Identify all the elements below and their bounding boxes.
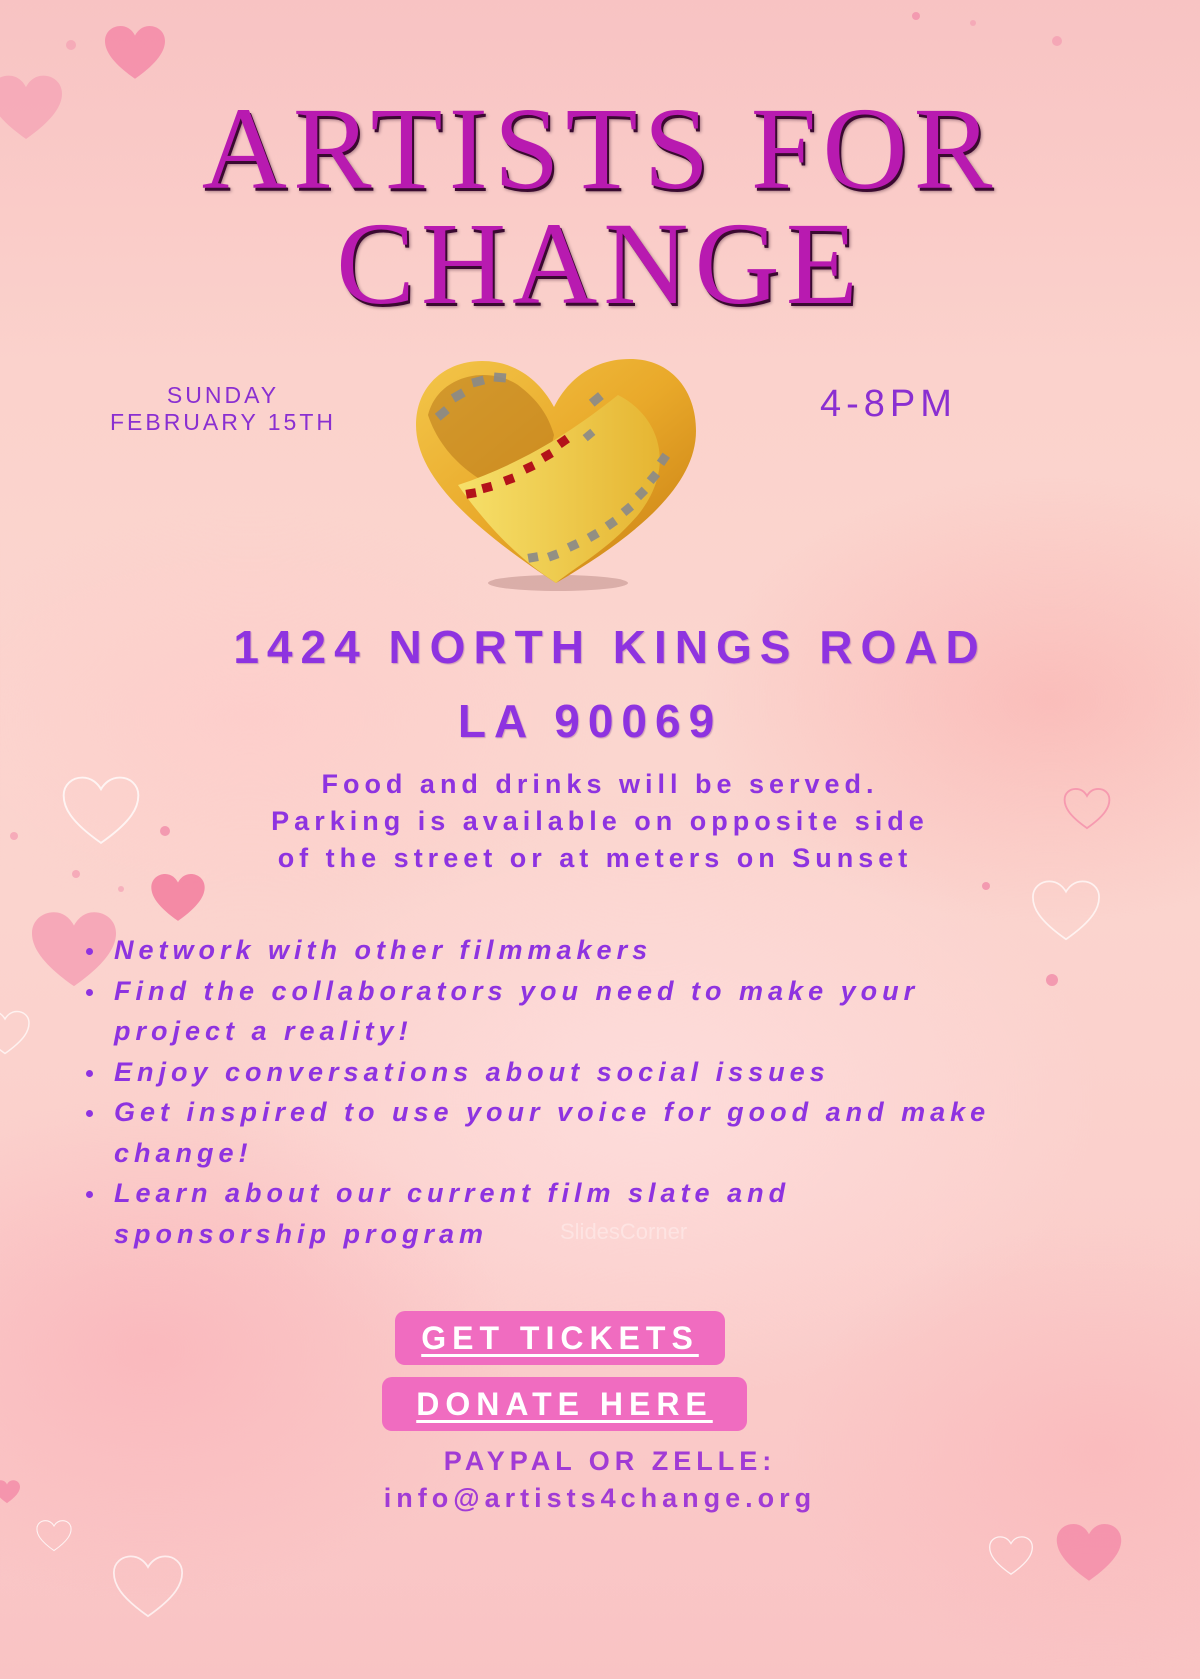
heart-icon: [150, 874, 206, 922]
decor-dot: [118, 886, 124, 892]
list-item-line: change!: [114, 1137, 253, 1168]
event-title-line1: ARTISTS FOR: [201, 83, 999, 214]
list-item: [80, 1092, 1080, 1173]
info-line: of the street or at meters on Sunset: [277, 843, 913, 873]
decor-dot: [1052, 36, 1062, 46]
heart-icon: [34, 1520, 74, 1552]
list-item-line: Find the collaborators you need to make your: [114, 975, 920, 1006]
event-time: 4-8PM: [820, 383, 957, 425]
list-item: [80, 930, 1080, 971]
heart-icon: [104, 26, 166, 80]
highlights-list: [80, 930, 1080, 1254]
payment-label: PAYPAL OR ZELLE:: [443, 1446, 777, 1476]
film-strip-heart-icon: [408, 355, 704, 595]
list-item-line: Learn about our current film slate and: [114, 1178, 791, 1208]
address-line2: LA 90069: [457, 695, 723, 747]
heart-icon: [988, 1536, 1034, 1576]
event-title-line2: CHANGE: [336, 198, 864, 329]
info-line: Food and drinks will be served.: [321, 769, 879, 799]
list-item: [80, 971, 1080, 1052]
watermark: SlidesCorner: [560, 1219, 688, 1244]
event-info: [0, 766, 1200, 877]
event-day: SUNDAY: [166, 382, 280, 408]
address-line1: 1424 NORTH KINGS ROAD: [233, 621, 987, 673]
list-item-line: project a reality!: [114, 1016, 413, 1046]
decor-dot: [66, 40, 76, 50]
decor-dot: [982, 882, 990, 890]
decor-dot: [912, 12, 920, 20]
list-item: [80, 1173, 1080, 1254]
event-date-text: FEBRUARY 15TH: [109, 409, 337, 435]
decor-dot: [970, 20, 976, 26]
info-line: Parking is available on opposite side: [271, 806, 929, 836]
list-item-line: Get inspired to use your voice for good and make: [114, 1097, 991, 1127]
list-item-line: sponsorship program: [114, 1218, 489, 1249]
list-item-line: Network with other filmmakers: [114, 935, 653, 965]
event-date: [98, 382, 348, 436]
heart-icon: [0, 1010, 30, 1056]
list-item-line: Enjoy conversations about social issues: [114, 1056, 830, 1087]
heart-icon: [108, 1555, 188, 1619]
donate-button[interactable]: DONATE HERE: [382, 1377, 747, 1431]
list-item: [80, 1052, 1080, 1093]
get-tickets-button[interactable]: GET TICKETS: [395, 1311, 725, 1365]
payment-email[interactable]: info@artists4change.org: [383, 1483, 817, 1513]
heart-icon: [1056, 1524, 1122, 1582]
